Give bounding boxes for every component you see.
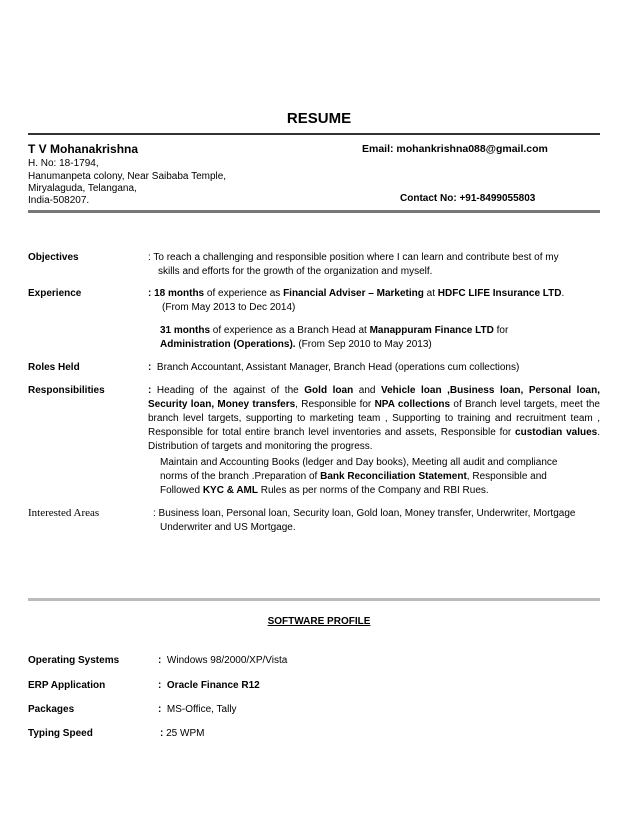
responsibilities-text: , Responsible and [466,471,547,482]
experience-text: (From Sep 2010 to May 2013) [295,339,432,350]
responsibilities-text: Heading of the against of the [151,385,305,396]
sw-value-text: 25 WPM [166,728,205,739]
responsibilities-text: and [353,385,381,396]
responsibilities-text: Rules as per norms of the Company and RBI Rues. [258,485,489,496]
interested-areas-label: Interested Areas [28,507,100,519]
sw-label-erp: ERP Application [28,680,106,691]
experience-colon: : [148,288,155,299]
responsibilities-text: , Responsible for [295,399,375,410]
sw-value-erp [158,680,260,691]
responsibilities-p2-line-1: Maintain and Accounting Books (ledger and Day books), Meeting all audit and compliance [160,457,558,468]
responsibilities-paragraph-1 [148,384,600,454]
sw-colon: : [158,655,162,666]
responsibilities-text: of Branch level targets, meet the branch level targets, supporting to marketing team , Supporting to training and recruitment team , Responsible for total entire branch level inventories and assets, Responsible for [148,399,600,438]
responsibilities-label: Responsibilities [28,385,105,396]
responsibilities-products: Vehicle loan ,Business loan, Personal loan, Security loan, Money transfers [148,385,600,410]
software-profile-title: SOFTWARE PROFILE [267,616,371,627]
responsibilities-brs: Bank Reconciliation Statement [320,471,467,482]
experience-text: . [561,288,565,299]
interested-areas-line-2: Underwriter and US Mortgage. [160,522,296,533]
resume-title: RESUME [286,110,352,127]
sw-colon: : [158,704,162,715]
roles-label: Roles Held [28,362,80,373]
experience-employer-1: HDFC LIFE Insurance LTD [437,288,562,299]
email-address: Email: mohankrishna088@gmail.com [362,143,548,155]
experience-text: of experience as a Branch Head at [210,325,370,336]
sw-value-typing-speed [160,728,204,739]
experience-text: for [493,325,509,336]
roles-colon: : [148,362,152,373]
sw-value-text: Windows 98/2000/XP/Vista [166,655,288,666]
sw-colon: : [160,728,164,739]
experience-duration-1: 18 months [154,288,205,299]
experience-role-2: Administration (Operations). [160,339,296,350]
address-line-4: India-508207. [28,195,90,206]
address-line-2: Hanumanpeta colony, Near Saibaba Temple, [28,171,227,182]
experience-text: at [423,288,438,299]
experience-duration-2: 31 months [160,325,211,336]
experience-period-2 [160,338,432,352]
sw-value-packages [158,704,237,715]
sw-label-packages: Packages [28,704,75,715]
responsibilities-custodian: custodian values [515,427,598,438]
header-bottom-rule [28,210,600,213]
experience-period-1: (From May 2013 to Dec 2014) [162,302,296,313]
responsibilities-kyc: KYC & AML [202,485,258,496]
responsibilities-npa: NPA collections [374,399,451,410]
experience-text: of experience as [204,288,284,299]
sw-colon: : [158,680,162,691]
sw-value-text: Oracle Finance R12 [166,680,260,691]
experience-label: Experience [28,288,82,299]
objectives-line-2: skills and efforts for the growth of the organization and myself. [158,266,433,277]
header-top-rule [28,133,600,135]
responsibilities-colon: : [148,385,152,396]
sw-value-text: MS-Office, Tally [166,704,237,715]
roles-text [148,361,519,375]
address-line-3: Miryalaguda, Telangana, [28,183,137,194]
experience-employer-2: Manappuram Finance LTD [369,325,494,336]
objectives-label: Objectives [28,252,79,263]
responsibilities-text: . Distribution of targets and monitoring the progress. [148,427,600,452]
responsibilities-p2-line-3 [160,484,489,498]
objectives-line-1: : To reach a challenging and responsible position where I can learn and contribute best of my [148,252,559,263]
responsibilities-text: Followed [160,485,203,496]
sw-value-operating-systems [158,655,287,666]
responsibilities-product-1: Gold loan [304,385,354,396]
candidate-name: T V Mohanakrishna [28,142,139,156]
experience-entry-1 [148,287,564,301]
interested-areas-line-1: : Business loan, Personal loan, Security loan, Gold loan, Money transfer, Underwriter, Mortgage [153,508,576,519]
responsibilities-text: norms of the branch .Preparation of [160,471,321,482]
experience-entry-2 [160,324,508,338]
responsibilities-p2-line-2 [160,470,547,484]
sw-label-typing-speed: Typing Speed [28,728,93,739]
section-divider [28,598,600,601]
contact-number: Contact No: +91-8499055803 [400,193,536,204]
roles-value: Branch Accountant, Assistant Manager, Branch Head (operations cum collections) [156,362,520,373]
address-line-1: H. No: 18-1794, [28,158,99,169]
sw-label-operating-systems: Operating Systems [28,655,120,666]
experience-role-1: Financial Adviser – Marketing [283,288,424,299]
